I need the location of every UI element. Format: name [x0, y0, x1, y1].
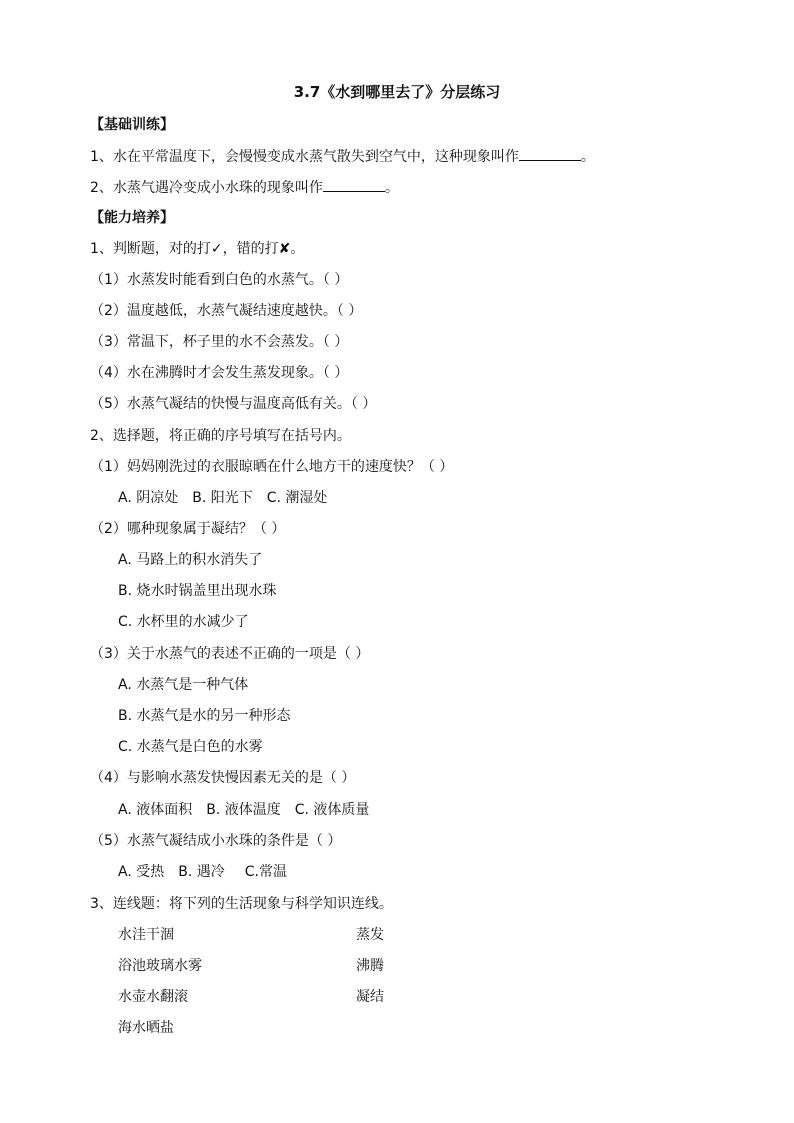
- mc-option: C.常温: [244, 864, 287, 880]
- basic-question-1-text: 1、水在平常温度下，会慢慢变成水蒸气散失到空气中，这种现象叫作: [90, 149, 519, 165]
- match-right-item[interactable]: 蒸发: [356, 927, 384, 943]
- true-false-item-3: （3）常温下，杯子里的水不会蒸发。（ ）: [90, 334, 349, 350]
- mc-option: B. 阳光下: [192, 490, 253, 506]
- matching-intro: 3、连线题：将下列的生活现象与科学知识连线。: [90, 896, 393, 912]
- mc-option: B. 烧水时锅盖里出现水珠: [118, 583, 277, 599]
- mc-question-5: （5）水蒸气凝结成小水珠的条件是（ ）: [90, 833, 342, 849]
- mc-option: C. 水杯里的水减少了: [118, 614, 249, 630]
- mc-option: B. 遇冷: [178, 864, 225, 880]
- match-left-item[interactable]: 水洼干涸: [118, 927, 174, 943]
- match-left-item[interactable]: 水壶水翻滚: [118, 989, 188, 1005]
- match-left-item[interactable]: 浴池玻璃水雾: [118, 958, 202, 974]
- mc-question-5-options: [118, 862, 287, 882]
- section-heading-ability: 【能力培养】: [90, 210, 174, 226]
- mc-option: A. 受热: [118, 864, 165, 880]
- match-right-item[interactable]: 凝结: [356, 989, 384, 1005]
- mc-question-3: （3）关于水蒸气的表述不正确的一项是（ ）: [90, 646, 370, 662]
- mc-option: A. 阴凉处: [118, 490, 179, 506]
- basic-question-2-end: 。: [384, 180, 399, 196]
- mc-question-2: （2）哪种现象属于凝结？（ ）: [90, 521, 286, 537]
- mc-question-1-options: [118, 488, 327, 508]
- answer-blank-1[interactable]: [519, 146, 581, 161]
- match-left-item[interactable]: 海水晒盐: [118, 1020, 174, 1036]
- match-right-item[interactable]: 沸腾: [356, 958, 384, 974]
- mc-option: A. 马路上的积水消失了: [118, 552, 263, 568]
- mc-option: C. 液体质量: [294, 802, 370, 818]
- true-false-item-2: （2）温度越低，水蒸气凝结速度越快。（ ）: [90, 303, 363, 319]
- basic-question-1: [90, 146, 595, 167]
- mc-option: C. 水蒸气是白色的水雾: [118, 739, 263, 755]
- basic-question-2-text: 2、水蒸气遇冷变成小水珠的现象叫作: [90, 180, 323, 196]
- mc-option: B. 水蒸气是水的另一种形态: [118, 708, 291, 724]
- basic-question-2: [90, 177, 399, 198]
- true-false-intro: 1、判断题，对的打✓，错的打✘。: [90, 241, 305, 257]
- basic-question-1-end: 。: [580, 149, 595, 165]
- mc-option: A. 液体面积: [118, 802, 193, 818]
- multiple-choice-intro: 2、选择题，将正确的序号填写在括号内。: [90, 428, 351, 444]
- answer-blank-2[interactable]: [323, 177, 385, 192]
- section-heading-basic: 【基础训练】: [90, 117, 174, 133]
- mc-question-4: （4）与影响水蒸发快慢因素无关的是（ ）: [90, 770, 356, 786]
- true-false-item-1: （1）水蒸发时能看到白色的水蒸气。（ ）: [90, 272, 349, 288]
- mc-option: B. 液体温度: [206, 802, 281, 818]
- mc-question-4-options: [118, 800, 369, 820]
- page-title: 3.7《水到哪里去了》分层练习: [293, 83, 501, 101]
- mc-question-1: （1）妈妈刚洗过的衣服晾晒在什么地方干的速度快？（ ）: [90, 459, 454, 475]
- mc-option: C. 潮湿处: [266, 490, 328, 506]
- true-false-item-4: （4）水在沸腾时才会发生蒸发现象。（ ）: [90, 365, 349, 381]
- true-false-item-5: （5）水蒸气凝结的快慢与温度高低有关。（ ）: [90, 396, 377, 412]
- mc-option: A. 水蒸气是一种气体: [118, 677, 249, 693]
